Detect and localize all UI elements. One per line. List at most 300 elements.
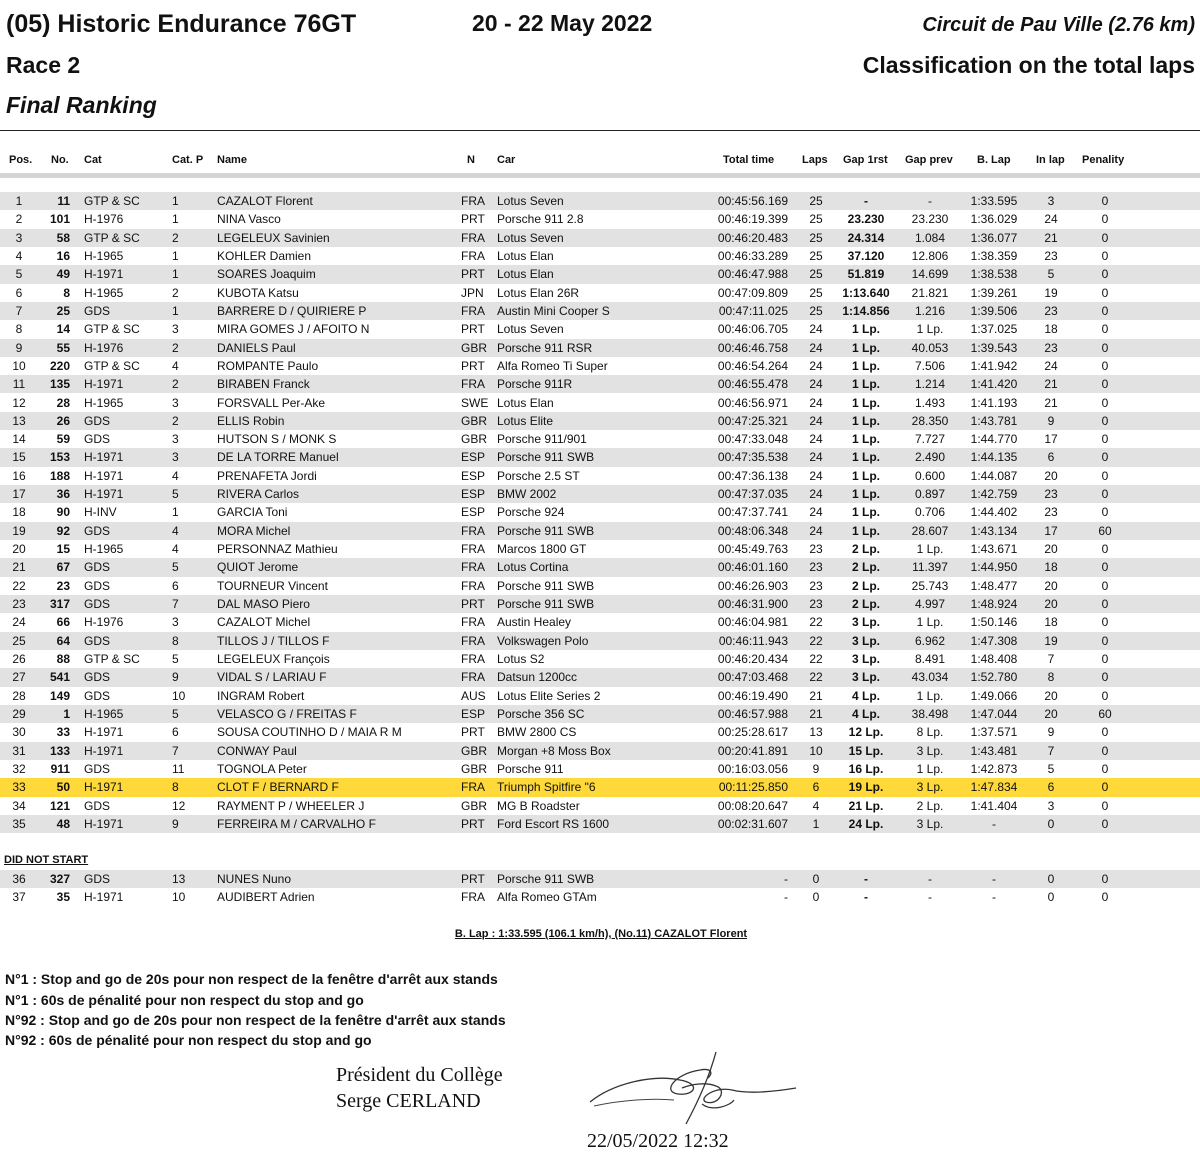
- cell-car: Porsche 924: [497, 505, 565, 520]
- cell-category-position: 3: [172, 615, 179, 630]
- cell-car: Porsche 911 SWB: [497, 872, 595, 886]
- cell-car: Austin Mini Cooper S: [497, 303, 610, 318]
- cell-gap-prev: 21.821: [911, 285, 949, 300]
- table-row: [0, 357, 1200, 375]
- cell-penalty: 0: [1101, 578, 1109, 593]
- cell-driver-name: BIRABEN Franck: [217, 377, 310, 392]
- table-row: [0, 595, 1200, 613]
- cell-category-position: 1: [172, 194, 179, 208]
- cell-category: GDS: [84, 560, 111, 575]
- cell-in-lap: 18: [1044, 322, 1058, 337]
- cell-total-time: 00:47:37.035: [717, 487, 788, 502]
- table-row: [0, 815, 1200, 833]
- cell-number: 90: [56, 505, 70, 520]
- cell-pos: 30: [12, 725, 26, 740]
- cell-in-lap: 20: [1044, 706, 1058, 721]
- cell-in-lap: 17: [1044, 523, 1058, 538]
- cell-category: GTP & SC: [84, 652, 140, 666]
- cell-total-time: 00:46:01.160: [717, 560, 788, 575]
- cell-pos: 6: [15, 285, 23, 300]
- cell-gap-prev: 2.490: [914, 450, 946, 465]
- cell-laps: 22: [809, 615, 823, 630]
- cell-penalty: 0: [1101, 890, 1109, 905]
- cell-number: 59: [56, 432, 70, 447]
- cell-gap-prev: 1.216: [914, 303, 946, 318]
- cell-category: H-INV: [84, 505, 117, 520]
- cell-car: Porsche 911 RSR: [497, 340, 593, 355]
- table-row: [0, 668, 1200, 686]
- cell-car: Lotus Elite: [497, 413, 554, 428]
- cell-number: 220: [49, 358, 70, 373]
- cell-penalty: 0: [1101, 816, 1109, 831]
- cell-number: 49: [56, 267, 70, 282]
- cell-best-lap: 1:47.834: [970, 780, 1018, 795]
- cell-best-lap: 1:33.595: [970, 194, 1018, 208]
- table-row: [0, 265, 1200, 283]
- cell-penalty: 60: [1098, 706, 1112, 721]
- cell-best-lap: -: [992, 816, 996, 831]
- cell-total-time: 00:47:35.538: [717, 450, 788, 465]
- cell-pos: 33: [12, 780, 26, 795]
- cell-car: Marcos 1800 GT: [497, 542, 587, 557]
- cell-nationality: PRT: [461, 725, 485, 740]
- cell-pos: 14: [12, 432, 26, 447]
- cell-category: H-1971: [84, 377, 124, 392]
- cell-category: GDS: [84, 872, 111, 886]
- cell-gap-prev: 7.727: [914, 432, 946, 447]
- cell-car: Porsche 911 2.8: [497, 212, 584, 227]
- cell-car: Porsche 911 SWB: [497, 523, 595, 538]
- cell-category-position: 13: [172, 872, 186, 886]
- cell-number: 92: [56, 523, 70, 538]
- cell-number: 133: [49, 743, 70, 758]
- cell-best-lap: 1:39.506: [970, 303, 1018, 318]
- cell-category: GDS: [84, 670, 111, 685]
- cell-nationality: FRA: [461, 248, 485, 263]
- cell-in-lap: 19: [1044, 633, 1058, 648]
- cell-best-lap: 1:50.146: [970, 615, 1018, 630]
- cell-car: Porsche 911 SWB: [497, 597, 595, 612]
- cell-total-time: 00:46:04.981: [717, 615, 788, 630]
- cell-category: H-1965: [84, 706, 124, 721]
- cell-total-time: 00:46:26.903: [717, 578, 788, 593]
- cell-gap-prev: -: [928, 194, 932, 208]
- table-row: [0, 284, 1200, 302]
- cell-gap-first: -: [864, 194, 868, 208]
- cell-category-position: 6: [172, 725, 179, 740]
- cell-nationality: GBR: [461, 432, 488, 447]
- col-catp: Cat. P: [172, 154, 204, 166]
- cell-in-lap: 20: [1044, 542, 1058, 557]
- cell-penalty: 0: [1101, 248, 1109, 263]
- cell-driver-name: INGRAM Robert: [217, 688, 305, 703]
- cell-penalty: 0: [1101, 780, 1109, 795]
- table-row: [0, 613, 1200, 631]
- cell-laps: 25: [809, 194, 823, 208]
- cell-number: 153: [49, 450, 70, 465]
- cell-in-lap: 23: [1044, 340, 1058, 355]
- cell-in-lap: 23: [1044, 248, 1058, 263]
- cell-nationality: FRA: [461, 560, 485, 575]
- cell-penalty: 0: [1101, 303, 1109, 318]
- cell-in-lap: 0: [1047, 872, 1055, 886]
- cell-penalty: 0: [1101, 743, 1109, 758]
- cell-laps: 24: [809, 358, 823, 373]
- cell-category-position: 5: [172, 560, 179, 575]
- cell-penalty: 0: [1101, 212, 1109, 227]
- table-row: [0, 394, 1200, 412]
- cell-laps: 24: [809, 523, 823, 538]
- cell-category: GDS: [84, 578, 111, 593]
- cell-nationality: PRT: [461, 358, 485, 373]
- cell-laps: 0: [812, 872, 820, 886]
- cell-car: Lotus Elan: [497, 395, 554, 410]
- cell-best-lap: 1:41.193: [970, 395, 1018, 410]
- cell-gap-first: 1 Lp.: [851, 395, 880, 410]
- ranking-title: Final Ranking: [6, 92, 157, 118]
- cell-category-position: 1: [172, 303, 179, 318]
- cell-car: Porsche 911R: [497, 377, 573, 392]
- cell-pos: 2: [15, 212, 23, 227]
- cell-category: GDS: [84, 413, 111, 428]
- cell-best-lap: 1:38.359: [970, 248, 1018, 263]
- cell-category: H-1971: [84, 780, 124, 795]
- cell-best-lap: 1:37.571: [970, 725, 1018, 740]
- cell-category: H-1971: [84, 468, 124, 483]
- cell-gap-prev: -: [928, 872, 932, 886]
- cell-driver-name: FERREIRA M / CARVALHO F: [217, 816, 376, 831]
- cell-nationality: GBR: [461, 798, 488, 813]
- cell-number: 23: [56, 578, 70, 593]
- cell-penalty: 0: [1101, 413, 1109, 428]
- cell-car: Porsche 911 SWB: [497, 578, 595, 593]
- table-row: [0, 192, 1200, 210]
- table-row: [0, 229, 1200, 247]
- cell-laps: 24: [809, 432, 823, 447]
- cell-in-lap: 18: [1044, 560, 1058, 575]
- table-row: [0, 467, 1200, 485]
- cell-gap-prev: 7.506: [914, 358, 946, 373]
- cell-category-position: 10: [172, 688, 186, 703]
- cell-total-time: 00:47:03.468: [717, 670, 788, 685]
- cell-pos: 17: [12, 487, 26, 502]
- handwritten-signature: [582, 1044, 802, 1130]
- cell-gap-prev: 6.962: [914, 633, 946, 648]
- cell-nationality: ESP: [461, 450, 486, 465]
- col-no: No.: [51, 154, 69, 166]
- cell-driver-name: RIVERA Carlos: [217, 487, 300, 502]
- cell-total-time: 00:46:54.264: [717, 358, 788, 373]
- cell-gap-prev: 0.706: [914, 505, 946, 520]
- cell-pos: 31: [12, 743, 26, 758]
- cell-driver-name: ROMPANTE Paulo: [217, 358, 319, 373]
- cell-pos: 37: [12, 890, 26, 905]
- cell-car: Morgan +8 Moss Box: [497, 743, 611, 758]
- cell-number: 16: [56, 248, 70, 263]
- cell-pos: 18: [12, 505, 26, 520]
- cell-gap-prev: 1 Lp.: [916, 322, 944, 337]
- cell-total-time: 00:47:25.321: [717, 413, 788, 428]
- cell-nationality: FRA: [461, 523, 485, 538]
- cell-laps: 25: [809, 303, 823, 318]
- cell-in-lap: 23: [1044, 303, 1058, 318]
- table-row: [0, 485, 1200, 503]
- col-total-time: Total time: [723, 154, 775, 166]
- cell-in-lap: 24: [1044, 212, 1058, 227]
- cell-in-lap: 9: [1047, 413, 1055, 428]
- table-header: [0, 154, 1200, 170]
- cell-gap-prev: 38.498: [911, 706, 949, 721]
- col-nat: N: [467, 154, 475, 166]
- cell-nationality: FRA: [461, 670, 485, 685]
- cell-nationality: FRA: [461, 615, 485, 630]
- cell-number: 66: [56, 615, 70, 630]
- cell-gap-first: 1 Lp.: [851, 523, 880, 538]
- cell-gap-prev: 14.699: [911, 267, 949, 282]
- cell-number: 135: [49, 377, 70, 392]
- cell-nationality: PRT: [461, 872, 485, 886]
- cell-gap-first: 4 Lp.: [851, 706, 880, 721]
- cell-pos: 36: [12, 872, 26, 886]
- cell-pos: 32: [12, 761, 26, 776]
- cell-gap-prev: 12.806: [911, 248, 949, 263]
- cell-nationality: SWE: [461, 395, 489, 410]
- cell-pos: 13: [12, 413, 26, 428]
- cell-pos: 5: [15, 267, 23, 282]
- cell-gap-first: 1 Lp.: [851, 468, 880, 483]
- cell-in-lap: 7: [1047, 652, 1055, 666]
- cell-penalty: 0: [1101, 725, 1109, 740]
- circuit-name: Circuit de Pau Ville (2.76 km): [922, 14, 1195, 36]
- cell-category: H-1976: [84, 615, 124, 630]
- cell-car: Lotus Elan: [497, 267, 554, 282]
- header-divider: [0, 130, 1200, 131]
- cell-gap-first: 1:14.856: [842, 303, 890, 318]
- table-row: [0, 540, 1200, 558]
- cell-category: H-1971: [84, 267, 124, 282]
- cell-penalty: 0: [1101, 395, 1109, 410]
- cell-in-lap: 17: [1044, 432, 1058, 447]
- cell-laps: 24: [809, 468, 823, 483]
- cell-penalty: 0: [1101, 358, 1109, 373]
- cell-category: H-1976: [84, 340, 124, 355]
- cell-nationality: FRA: [461, 780, 485, 795]
- cell-pos: 27: [12, 670, 26, 685]
- cell-gap-first: 2 Lp.: [851, 578, 880, 593]
- cell-total-time: 00:11:25.850: [718, 780, 788, 795]
- cell-penalty: 0: [1101, 560, 1109, 575]
- cell-total-time: 00:20:41.891: [717, 743, 788, 758]
- cell-gap-first: 24 Lp.: [848, 816, 884, 831]
- cell-in-lap: 6: [1047, 780, 1055, 795]
- cell-best-lap: 1:42.759: [970, 487, 1018, 502]
- cell-category-position: 8: [172, 633, 179, 648]
- cell-category-position: 10: [172, 890, 186, 905]
- cell-total-time: 00:47:37.741: [717, 505, 788, 520]
- cell-laps: 24: [809, 413, 823, 428]
- cell-penalty: 0: [1101, 670, 1109, 685]
- cell-car: Porsche 356 SC: [497, 706, 585, 721]
- cell-total-time: 00:46:20.434: [717, 652, 788, 666]
- cell-laps: 24: [809, 450, 823, 465]
- cell-category: H-1965: [84, 395, 124, 410]
- cell-number: 48: [56, 816, 70, 831]
- cell-gap-first: -: [864, 890, 868, 905]
- cell-pos: 15: [12, 450, 26, 465]
- cell-nationality: FRA: [461, 578, 485, 593]
- cell-driver-name: QUIOT Jerome: [217, 560, 299, 575]
- cell-driver-name: CAZALOT Florent: [217, 194, 313, 208]
- cell-driver-name: KOHLER Damien: [217, 248, 312, 263]
- cell-driver-name: SOARES Joaquim: [217, 267, 316, 282]
- col-name: Name: [217, 154, 247, 166]
- cell-gap-prev: 1 Lp.: [916, 615, 944, 630]
- cell-nationality: ESP: [461, 487, 486, 502]
- cell-gap-prev: 3 Lp.: [916, 780, 944, 795]
- cell-nationality: PRT: [461, 322, 485, 337]
- cell-car: Lotus Seven: [497, 194, 564, 208]
- cell-number: 55: [56, 340, 70, 355]
- cell-laps: 23: [809, 560, 823, 575]
- cell-car: Porsche 911/901: [497, 432, 587, 447]
- cell-total-time: 00:25:28.617: [717, 725, 788, 740]
- cell-driver-name: TOURNEUR Vincent: [217, 578, 328, 593]
- cell-pos: 25: [12, 633, 26, 648]
- cell-pos: 9: [15, 340, 23, 355]
- cell-driver-name: NUNES Nuno: [217, 872, 292, 886]
- cell-pos: 16: [12, 468, 26, 483]
- cell-best-lap: 1:48.924: [970, 597, 1018, 612]
- cell-total-time: -: [784, 890, 788, 905]
- cell-category-position: 4: [172, 523, 179, 538]
- cell-penalty: 0: [1101, 633, 1109, 648]
- cell-pos: 20: [12, 542, 26, 557]
- table-row: [0, 705, 1200, 723]
- cell-category-position: 12: [172, 798, 186, 813]
- cell-gap-prev: 2 Lp.: [916, 798, 944, 813]
- cell-category-position: 6: [172, 578, 179, 593]
- table-row: [0, 412, 1200, 430]
- cell-best-lap: 1:44.770: [970, 432, 1018, 447]
- cell-car: Lotus S2: [497, 652, 545, 666]
- cell-number: 101: [49, 212, 70, 227]
- cell-gap-prev: 23.230: [911, 212, 949, 227]
- cell-driver-name: LEGELEUX Savinien: [217, 230, 330, 245]
- cell-in-lap: 9: [1047, 725, 1055, 740]
- cell-nationality: GBR: [461, 340, 488, 355]
- cell-category: GDS: [84, 798, 111, 813]
- cell-best-lap: 1:44.087: [970, 468, 1018, 483]
- cell-best-lap: 1:42.873: [970, 761, 1018, 776]
- cell-best-lap: 1:48.408: [970, 652, 1018, 666]
- cell-laps: 21: [809, 688, 823, 703]
- cell-best-lap: 1:49.066: [970, 688, 1018, 703]
- cell-gap-first: 3 Lp.: [851, 615, 880, 630]
- cell-gap-prev: 43.034: [911, 670, 949, 685]
- cell-category-position: 2: [172, 285, 179, 300]
- cell-pos: 12: [12, 395, 26, 410]
- cell-penalty: 0: [1101, 872, 1109, 886]
- cell-car: Alfa Romeo GTAm: [497, 890, 597, 905]
- cell-nationality: JPN: [461, 285, 484, 300]
- cell-gap-first: 3 Lp.: [851, 652, 880, 666]
- cell-category: H-1965: [84, 285, 124, 300]
- cell-total-time: 00:46:55.478: [717, 377, 788, 392]
- cell-penalty: 0: [1101, 505, 1109, 520]
- cell-category: H-1965: [84, 248, 124, 263]
- cell-gap-first: 23.230: [847, 212, 885, 227]
- cell-in-lap: 0: [1047, 816, 1055, 831]
- cell-number: 50: [56, 780, 70, 795]
- cell-category: H-1971: [84, 450, 124, 465]
- classification-type: Classification on the total laps: [862, 52, 1195, 78]
- cell-best-lap: 1:44.950: [970, 560, 1018, 575]
- cell-category: GDS: [84, 523, 111, 538]
- cell-penalty: 0: [1101, 542, 1109, 557]
- cell-category-position: 2: [172, 230, 179, 245]
- race-title: Race 2: [6, 52, 81, 78]
- cell-penalty: 0: [1101, 487, 1109, 502]
- cell-total-time: 00:46:20.483: [717, 230, 788, 245]
- col-gap-prev: Gap prev: [905, 154, 953, 166]
- cell-gap-first: 4 Lp.: [851, 688, 880, 703]
- cell-in-lap: 24: [1044, 358, 1058, 373]
- cell-gap-prev: 25.743: [911, 578, 949, 593]
- table-row: [0, 723, 1200, 741]
- cell-car: MG B Roadster: [497, 798, 580, 813]
- table-row: [0, 430, 1200, 448]
- cell-number: 911: [50, 761, 70, 776]
- cell-number: 15: [56, 542, 70, 557]
- cell-laps: 23: [809, 597, 823, 612]
- cell-in-lap: 21: [1044, 230, 1058, 245]
- table-row: [0, 503, 1200, 521]
- cell-number: 541: [49, 670, 70, 685]
- cell-nationality: PRT: [461, 267, 485, 282]
- cell-pos: 24: [12, 615, 26, 630]
- cell-category-position: 1: [172, 505, 179, 520]
- cell-total-time: 00:46:56.971: [717, 395, 788, 410]
- cell-category: GDS: [84, 597, 111, 612]
- cell-penalty: 0: [1101, 285, 1109, 300]
- cell-total-time: 00:47:33.048: [717, 432, 788, 447]
- cell-nationality: FRA: [461, 890, 485, 905]
- cell-gap-first: 24.314: [847, 230, 885, 245]
- cell-best-lap: 1:47.044: [970, 706, 1018, 721]
- cell-number: 33: [56, 725, 70, 740]
- cell-nationality: FRA: [461, 633, 485, 648]
- cell-nationality: FRA: [461, 542, 485, 557]
- cell-category: H-1971: [84, 890, 124, 905]
- cell-penalty: 0: [1101, 761, 1109, 776]
- cell-in-lap: 23: [1044, 487, 1058, 502]
- cell-in-lap: 6: [1047, 450, 1055, 465]
- penalty-note: N°1 : Stop and go de 20s pour non respect de la fenêtre d'arrêt aux stands: [5, 971, 498, 987]
- cell-gap-first: 3 Lp.: [851, 670, 880, 685]
- cell-total-time: 00:46:19.399: [717, 212, 788, 227]
- cell-number: 121: [49, 798, 70, 813]
- cell-pos: 4: [15, 248, 23, 263]
- cell-gap-prev: 0.897: [914, 487, 946, 502]
- cell-best-lap: 1:43.134: [970, 523, 1018, 538]
- event-dates: 20 - 22 May 2022: [472, 10, 653, 36]
- cell-category-position: 2: [172, 340, 179, 355]
- cell-laps: 23: [809, 578, 823, 593]
- cell-gap-prev: 1.084: [914, 230, 946, 245]
- cell-driver-name: FORSVALL Per-Ake: [217, 395, 326, 410]
- cell-driver-name: MORA Michel: [217, 523, 291, 538]
- cell-category-position: 5: [172, 487, 179, 502]
